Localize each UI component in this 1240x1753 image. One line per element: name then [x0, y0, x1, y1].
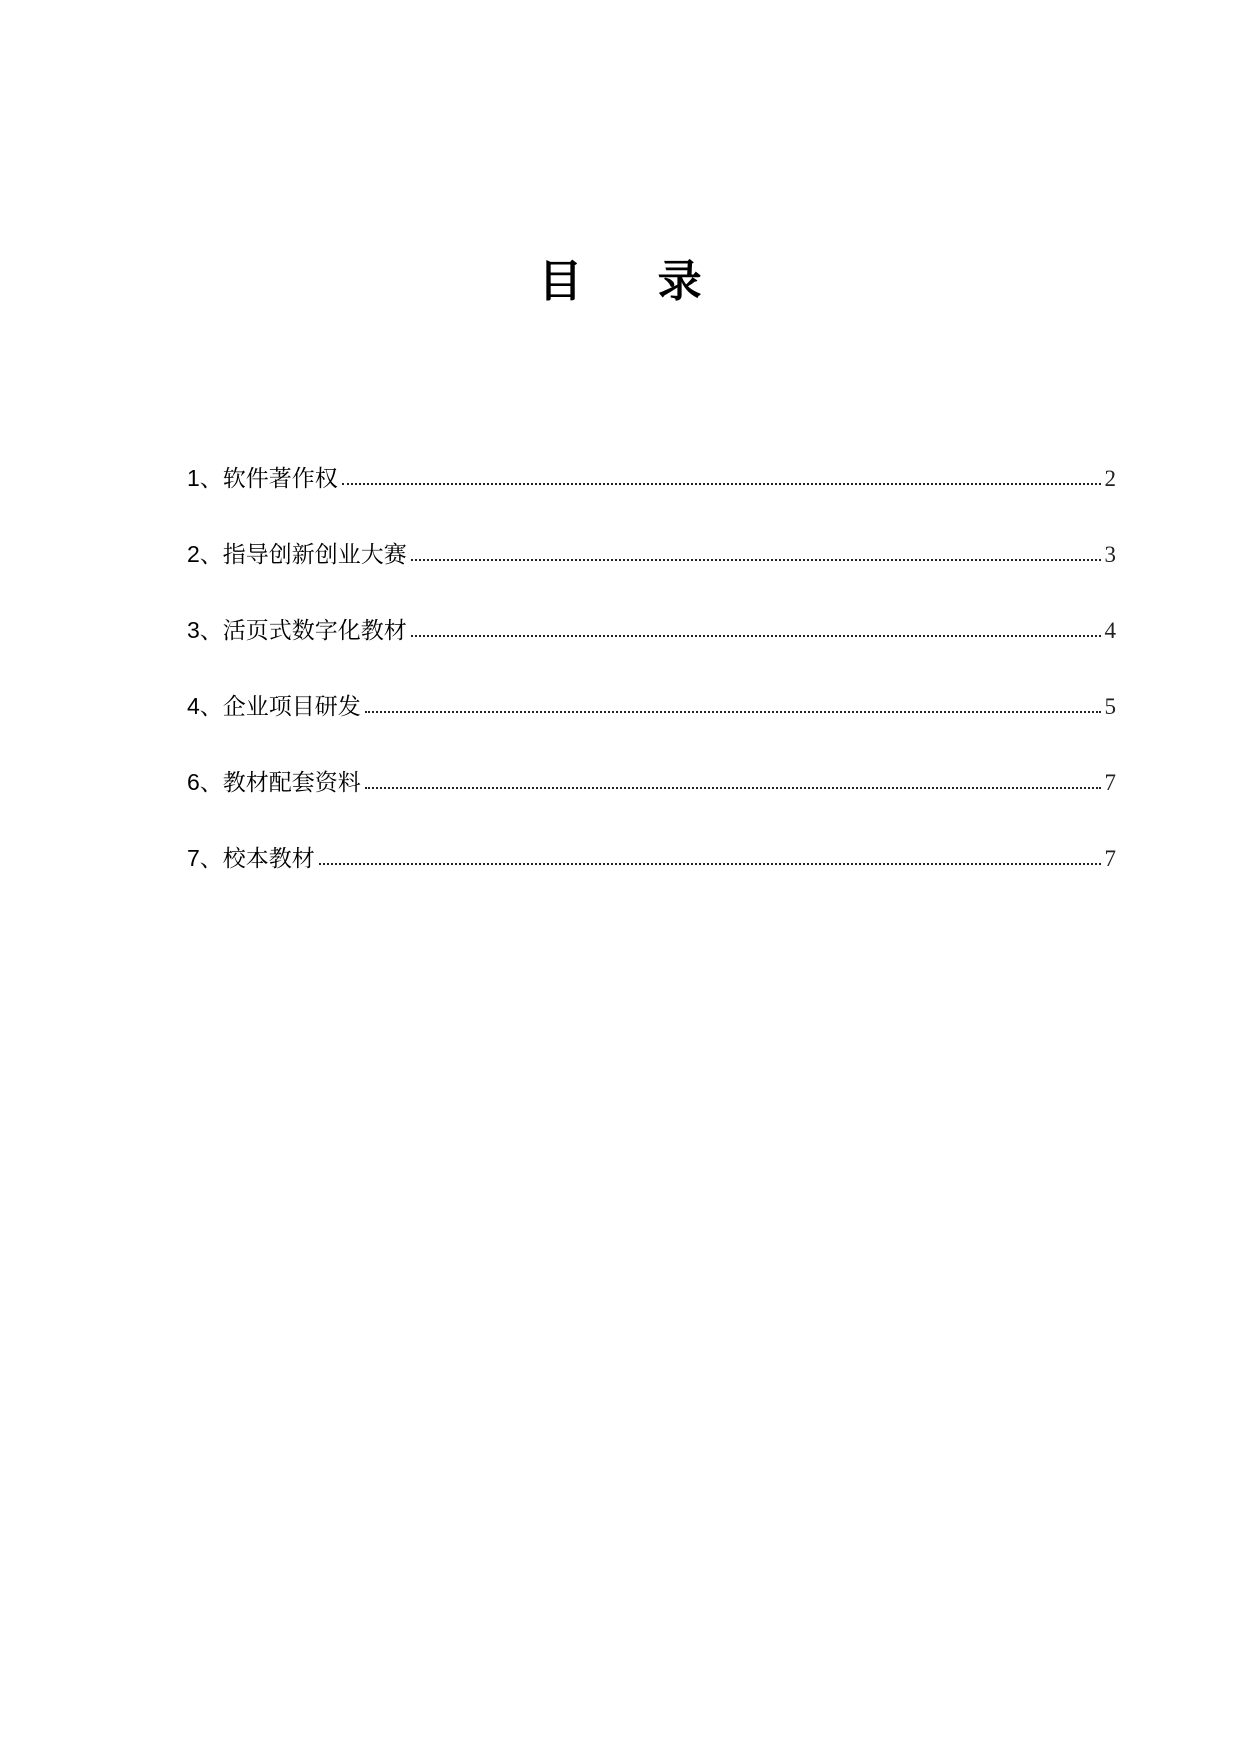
toc-entry-page-number: 5	[1104, 694, 1116, 719]
toc-entry-label: 活页式数字化教材	[222, 618, 407, 644]
toc-entry[interactable]	[187, 686, 1116, 726]
toc-entry-page-number: 7	[1104, 770, 1116, 795]
toc-entry[interactable]	[187, 458, 1116, 498]
toc-entry-separator: 、	[199, 542, 223, 568]
toc-entry[interactable]	[187, 534, 1116, 574]
toc-entry-number: 3	[187, 617, 200, 643]
toc-entry[interactable]	[187, 838, 1116, 878]
toc-entry-number: 1	[187, 465, 200, 491]
toc-entry-label: 企业项目研发	[222, 694, 361, 720]
toc-entry-number: 4	[187, 693, 200, 719]
toc-entry-separator: 、	[199, 846, 223, 872]
toc-entry-page-number: 7	[1104, 846, 1116, 871]
dot-leader	[342, 482, 1101, 485]
toc-entry-number: 2	[187, 541, 200, 567]
toc-entry-separator: 、	[199, 694, 223, 720]
dot-leader	[365, 786, 1101, 789]
dot-leader	[411, 558, 1101, 561]
toc-entry-label: 校本教材	[222, 846, 315, 872]
toc-entry-page-number: 4	[1104, 618, 1116, 643]
table-of-contents	[187, 458, 1116, 914]
toc-entry[interactable]	[187, 610, 1116, 650]
toc-entry-separator: 、	[199, 618, 223, 644]
toc-entry-label: 指导创新创业大赛	[222, 542, 407, 568]
toc-entry-separator: 、	[199, 770, 223, 796]
toc-entry-label: 教材配套资料	[222, 770, 361, 796]
toc-entry-page-number: 2	[1104, 466, 1116, 491]
dot-leader	[411, 634, 1101, 637]
toc-entry-label: 软件著作权	[222, 466, 338, 492]
toc-entry-number: 7	[187, 845, 200, 871]
toc-entry-separator: 、	[199, 466, 223, 492]
toc-entry-number: 6	[187, 769, 200, 795]
dot-leader	[319, 862, 1101, 865]
toc-entry[interactable]	[187, 762, 1116, 802]
toc-entry-page-number: 3	[1104, 542, 1116, 567]
page-title: 目 录	[538, 256, 732, 307]
dot-leader	[365, 710, 1101, 713]
